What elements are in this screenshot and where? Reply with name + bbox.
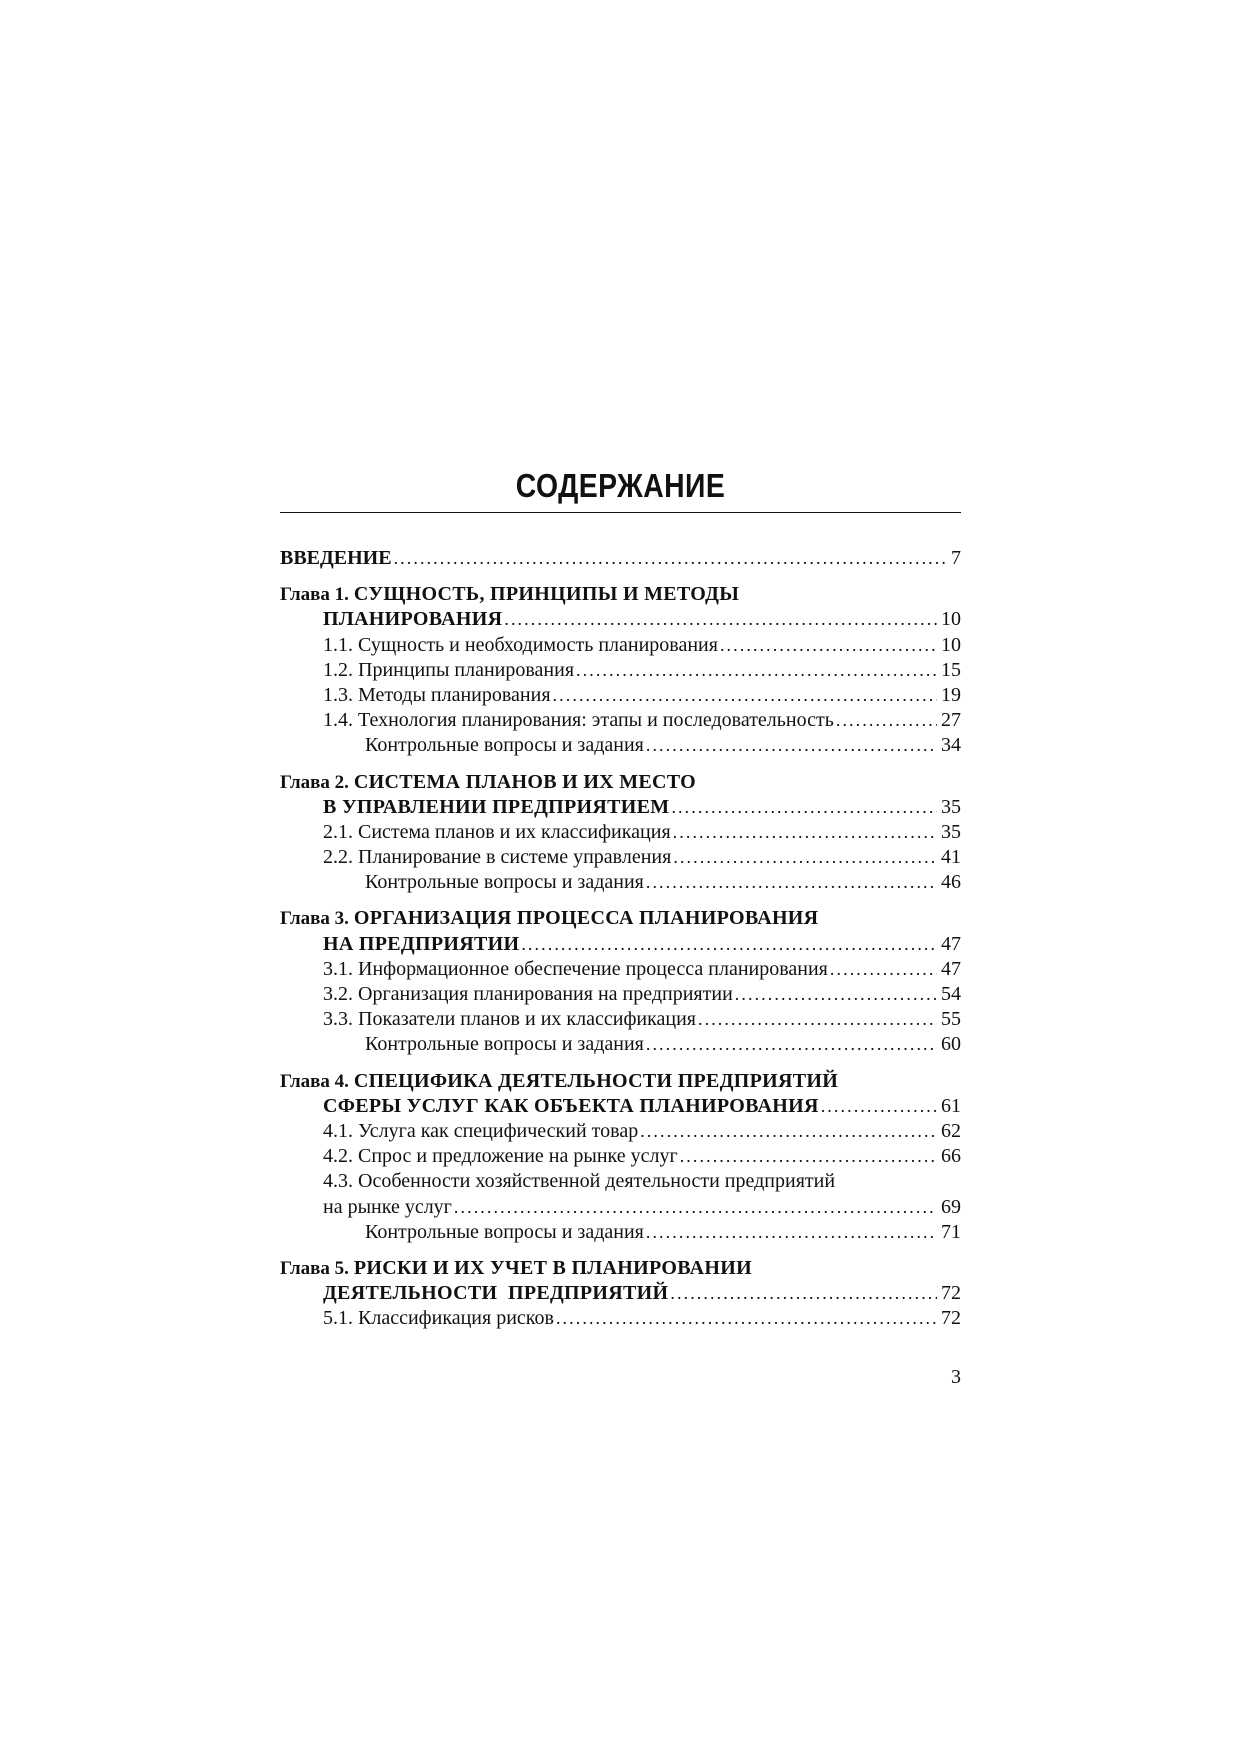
toc-entry-title: 4.2. Спрос и предложение на рынке услуг bbox=[323, 1145, 678, 1168]
toc-entry-3-1[interactable] bbox=[280, 957, 961, 982]
chapter-title: ПЛАНИРОВАНИЯ bbox=[323, 608, 503, 631]
toc-entry-title: Контрольные вопросы и задания bbox=[365, 1220, 644, 1243]
toc-page-number: 69 bbox=[941, 1195, 961, 1218]
toc-entry-title: Контрольные вопросы и задания bbox=[365, 734, 644, 757]
chapter-label: Глава 4. bbox=[280, 1070, 349, 1092]
dot-leader bbox=[556, 1306, 937, 1331]
toc-entry-3-2[interactable] bbox=[280, 982, 961, 1007]
chapter-title: ДЕЯТЕЛЬНОСТИ ПРЕДПРИЯТИЙ bbox=[323, 1282, 669, 1305]
toc-entry-title: 3.3. Показатели планов и их классификация bbox=[323, 1008, 696, 1031]
toc-page-number: 10 bbox=[941, 608, 961, 631]
dot-leader bbox=[553, 683, 937, 708]
chapter-heading-1-cont[interactable] bbox=[280, 607, 961, 632]
dot-leader bbox=[720, 633, 937, 658]
dot-leader bbox=[670, 1281, 937, 1306]
dot-leader bbox=[673, 845, 937, 870]
toc-entry-title: 2.2. Планирование в системе управления bbox=[323, 846, 672, 869]
chapter-label: Глава 5. bbox=[280, 1257, 349, 1279]
dot-leader bbox=[836, 708, 937, 733]
toc-entry-5-1[interactable] bbox=[280, 1306, 961, 1331]
chapter-heading-3-cont[interactable] bbox=[280, 932, 961, 957]
chapter-heading-4[interactable] bbox=[280, 1069, 961, 1094]
toc-entry-title: 3.1. Информационное обеспечение процесса планирования bbox=[323, 957, 828, 980]
dot-leader bbox=[646, 1032, 937, 1057]
chapter-heading-5[interactable] bbox=[280, 1256, 961, 1281]
toc-entry-review-questions-3[interactable] bbox=[280, 1032, 961, 1057]
toc-entry-4-2[interactable] bbox=[280, 1144, 961, 1169]
chapter-title: ОРГАНИЗАЦИЯ ПРОЦЕССА ПЛАНИРОВАНИЯ bbox=[353, 907, 819, 930]
toc-page-number: 72 bbox=[941, 1282, 961, 1305]
toc-entry-1-2[interactable] bbox=[280, 658, 961, 683]
toc-entry-title: 2.1. Система планов и их классификация bbox=[323, 820, 671, 843]
chapter-title: СУЩНОСТЬ, ПРИНЦИПЫ И МЕТОДЫ bbox=[353, 583, 740, 606]
toc-entry-2-2[interactable] bbox=[280, 845, 961, 870]
toc-entry-title: Контрольные вопросы и задания bbox=[365, 871, 644, 894]
dot-leader bbox=[646, 1220, 937, 1245]
toc-page-number: 47 bbox=[941, 932, 961, 955]
toc-page-number: 19 bbox=[941, 683, 961, 706]
chapter-heading-3[interactable] bbox=[280, 906, 961, 931]
toc-entry-title: 1.4. Технология планирования: этапы и последовательность bbox=[323, 709, 834, 732]
chapter-title: РИСКИ И ИХ УЧЕТ В ПЛАНИРОВАНИИ bbox=[353, 1256, 752, 1279]
toc-page-number: 10 bbox=[941, 633, 961, 656]
toc-entry-review-questions-1[interactable] bbox=[280, 733, 961, 758]
toc-page-number: 62 bbox=[941, 1119, 961, 1142]
dot-leader bbox=[821, 1094, 937, 1119]
toc-page-number: 41 bbox=[941, 846, 961, 869]
toc-page-number: 35 bbox=[941, 820, 961, 843]
toc-page-number: 47 bbox=[941, 957, 961, 980]
dot-leader bbox=[576, 658, 937, 683]
chapter-label: Глава 2. bbox=[280, 771, 349, 793]
dot-leader bbox=[830, 957, 937, 982]
toc-entry-title: 1.3. Методы планирования bbox=[323, 683, 551, 706]
table-of-contents bbox=[280, 546, 961, 1331]
toc-page-number: 15 bbox=[941, 658, 961, 681]
toc-entry-title: 1.2. Принципы планирования bbox=[323, 658, 575, 681]
toc-entry-4-3[interactable] bbox=[280, 1169, 961, 1194]
dot-leader bbox=[394, 546, 947, 571]
chapter-label: Глава 3. bbox=[280, 908, 349, 930]
chapter-title: В УПРАВЛЕНИИ ПРЕДПРИЯТИЕМ bbox=[323, 795, 670, 818]
toc-page-number: 27 bbox=[941, 709, 961, 732]
toc-page-number: 66 bbox=[941, 1145, 961, 1168]
chapter-heading-4-cont[interactable] bbox=[280, 1094, 961, 1119]
toc-page-number: 34 bbox=[941, 734, 961, 757]
toc-page-number: 71 bbox=[941, 1220, 961, 1243]
toc-page-number: 55 bbox=[941, 1008, 961, 1031]
dot-leader bbox=[680, 1144, 937, 1169]
toc-entry-title: 3.2. Организация планирования на предприятии bbox=[323, 983, 733, 1005]
toc-entry-4-3-cont[interactable] bbox=[280, 1195, 961, 1220]
toc-entry-title: 1.1. Сущность и необходимость планирования bbox=[323, 633, 718, 656]
dot-leader bbox=[521, 932, 937, 957]
chapter-title: СИСТЕМА ПЛАНОВ И ИХ МЕСТО bbox=[353, 770, 697, 793]
dot-leader bbox=[646, 733, 937, 758]
toc-page-number: 54 bbox=[941, 983, 961, 1005]
dot-leader bbox=[640, 1119, 937, 1144]
toc-entry-review-questions-2[interactable] bbox=[280, 870, 961, 895]
toc-entry-title: на рынке услуг bbox=[323, 1195, 452, 1218]
toc-entry-introduction[interactable] bbox=[280, 546, 961, 571]
toc-entry-title: Контрольные вопросы и задания bbox=[365, 1033, 644, 1056]
dot-leader bbox=[504, 607, 937, 632]
toc-entry-1-3[interactable] bbox=[280, 683, 961, 708]
toc-entry-2-1[interactable] bbox=[280, 820, 961, 845]
toc-page-number: 7 bbox=[951, 547, 961, 569]
toc-page-number: 72 bbox=[941, 1307, 961, 1330]
toc-entry-title: 4.3. Особенности хозяйственной деятельности предприятий bbox=[323, 1170, 836, 1193]
dot-leader bbox=[698, 1007, 937, 1032]
toc-page-number: 60 bbox=[941, 1033, 961, 1056]
dot-leader bbox=[735, 982, 937, 1007]
page-title: СОДЕРЖАНИЕ bbox=[515, 467, 726, 504]
chapter-heading-2-cont[interactable] bbox=[280, 795, 961, 820]
toc-entry-review-questions-4[interactable] bbox=[280, 1220, 961, 1245]
toc-entry-title: ВВЕДЕНИЕ bbox=[280, 547, 392, 569]
dot-leader bbox=[673, 820, 937, 845]
dot-leader bbox=[671, 795, 937, 820]
dot-leader bbox=[646, 870, 937, 895]
toc-entry-4-1[interactable] bbox=[280, 1119, 961, 1144]
chapter-heading-5-cont[interactable] bbox=[280, 1281, 961, 1306]
chapter-title: СПЕЦИФИКА ДЕЯТЕЛЬНОСТИ ПРЕДПРИЯТИЙ bbox=[353, 1069, 839, 1092]
chapter-title: СФЕРЫ УСЛУГ КАК ОБЪЕКТА ПЛАНИРОВАНИЯ bbox=[323, 1094, 819, 1117]
toc-entry-1-4[interactable] bbox=[280, 708, 961, 733]
dot-leader bbox=[454, 1195, 937, 1220]
toc-page-number: 61 bbox=[941, 1094, 961, 1117]
title-rule bbox=[280, 512, 961, 513]
toc-entry-3-3[interactable] bbox=[280, 1007, 961, 1032]
toc-entry-title: 4.1. Услуга как специфический товар bbox=[323, 1119, 639, 1142]
toc-page-number: 46 bbox=[941, 871, 961, 894]
page-number: 3 bbox=[951, 1366, 961, 1388]
toc-entry-1-1[interactable] bbox=[280, 633, 961, 658]
toc-entry-title: 5.1. Классификация рисков bbox=[323, 1307, 554, 1330]
chapter-title: НА ПРЕДПРИЯТИИ bbox=[323, 932, 520, 955]
toc-page-number: 35 bbox=[941, 795, 961, 818]
chapter-heading-2[interactable] bbox=[280, 770, 961, 795]
chapter-heading-1[interactable] bbox=[280, 582, 961, 607]
chapter-label: Глава 1. bbox=[280, 584, 349, 606]
